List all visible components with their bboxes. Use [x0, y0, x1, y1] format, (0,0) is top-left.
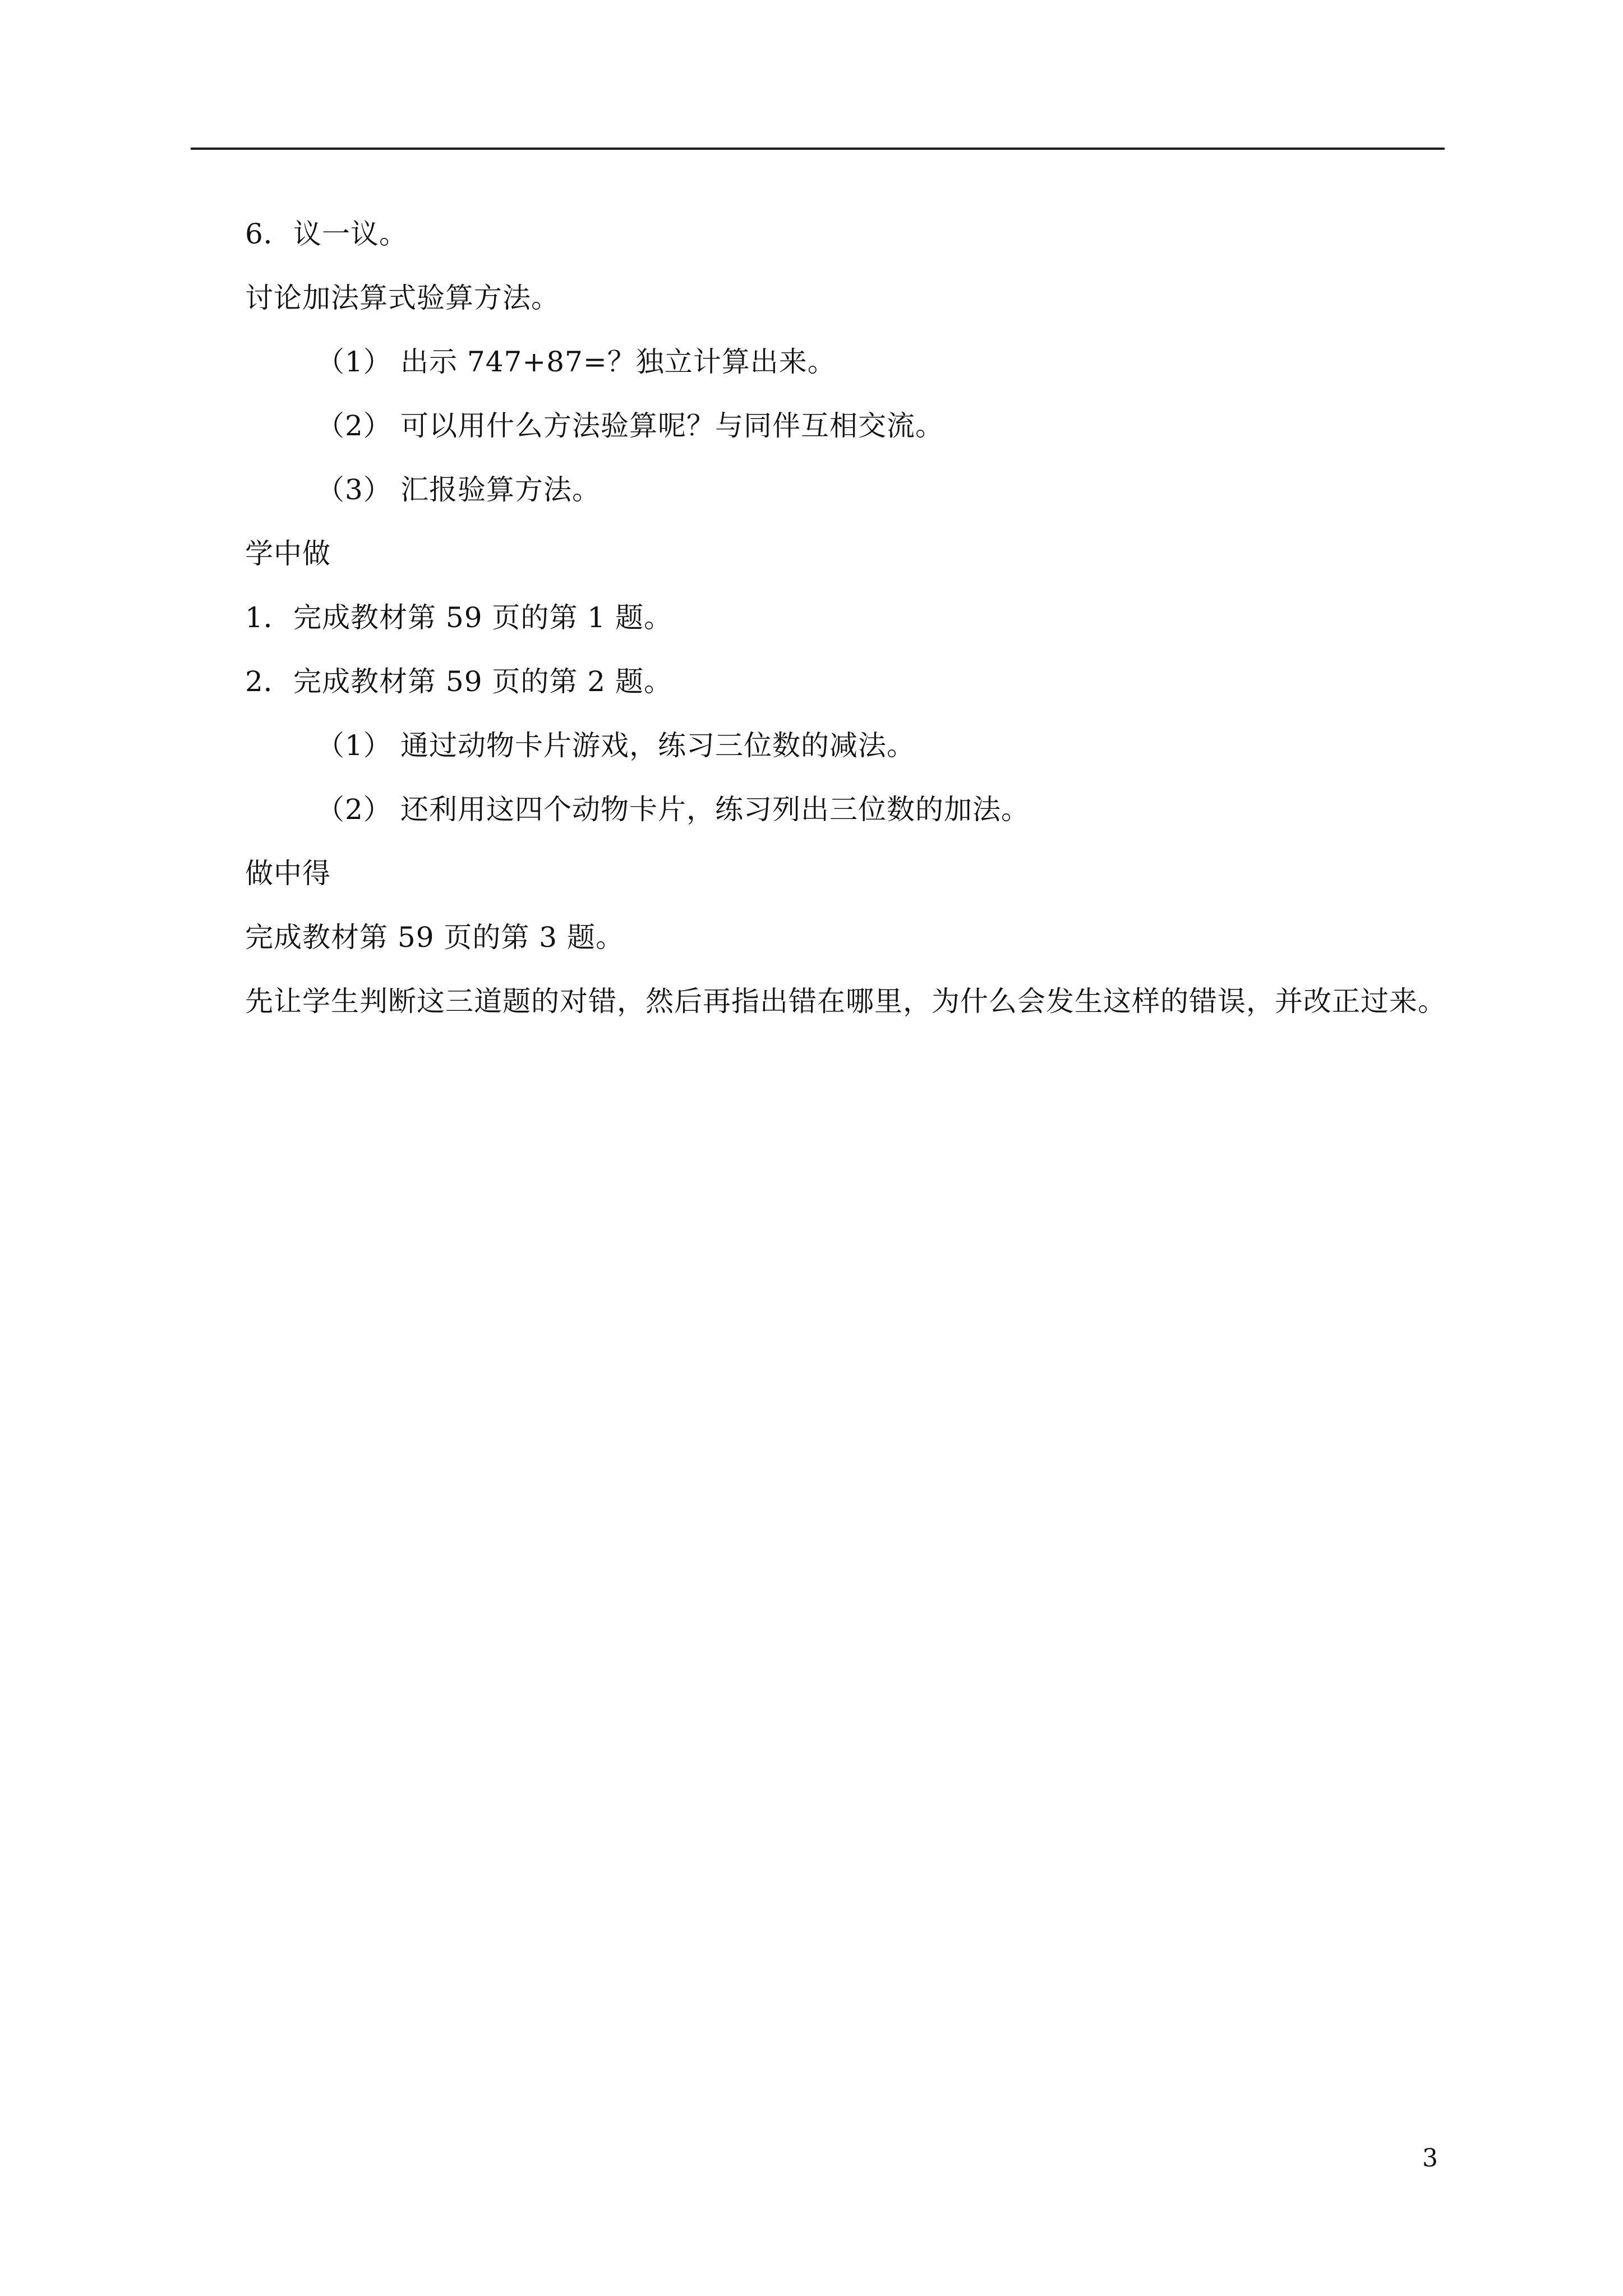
sub-item-label: （1） [316, 346, 392, 378]
sub-item-label: （2） [316, 409, 392, 442]
paragraph-text: 先让学生判断这三道题的对错，然后再指出错在哪里，为什么会发生这样的错误，并改正过来。 [245, 985, 1446, 1018]
paragraph-text: 讨论加法算式验算方法。 [245, 282, 560, 314]
heading-text: 学中做 [245, 537, 331, 570]
sub-item-label: （3） [316, 473, 392, 506]
sub-item [245, 458, 1451, 522]
section-heading-gain-from-doing [245, 841, 1451, 905]
sub-item-text: 还利用这四个动物卡片，练习列出三位数的加法。 [400, 793, 1030, 826]
item-number: 6． [245, 218, 292, 250]
sub-item [245, 777, 1451, 841]
paragraph [245, 969, 1451, 1033]
paragraph [245, 905, 1451, 969]
paragraph-text: 完成教材第 59 页的第 3 题。 [245, 921, 625, 954]
header-rule [191, 148, 1445, 150]
paragraph [245, 266, 1451, 330]
numbered-item [245, 650, 1451, 714]
sub-item [245, 330, 1451, 394]
heading-text: 做中得 [245, 857, 331, 890]
item-text: 完成教材第 59 页的第 2 题。 [293, 665, 673, 698]
section-heading-learn-and-do [245, 522, 1451, 586]
item-text: 完成教材第 59 页的第 1 题。 [293, 601, 673, 634]
sub-item-text: 通过动物卡片游戏，练习三位数的减法。 [400, 729, 915, 762]
section-heading-discuss [245, 202, 1451, 266]
numbered-item [245, 586, 1451, 650]
sub-item [245, 714, 1451, 777]
sub-item-text: 出示 747+87=？独立计算出来。 [400, 346, 836, 378]
sub-item-label: （2） [316, 793, 392, 826]
sub-item-text: 可以用什么方法验算呢？与同伴互相交流。 [400, 409, 944, 442]
item-text: 议一议。 [293, 218, 408, 250]
sub-item-text: 汇报验算方法。 [400, 473, 601, 506]
item-number: 2． [245, 665, 292, 698]
item-number: 1． [245, 601, 292, 634]
sub-item-label: （1） [316, 729, 392, 762]
page-number: 3 [1422, 2144, 1438, 2173]
sub-item [245, 394, 1451, 458]
document-body [245, 202, 1451, 1033]
